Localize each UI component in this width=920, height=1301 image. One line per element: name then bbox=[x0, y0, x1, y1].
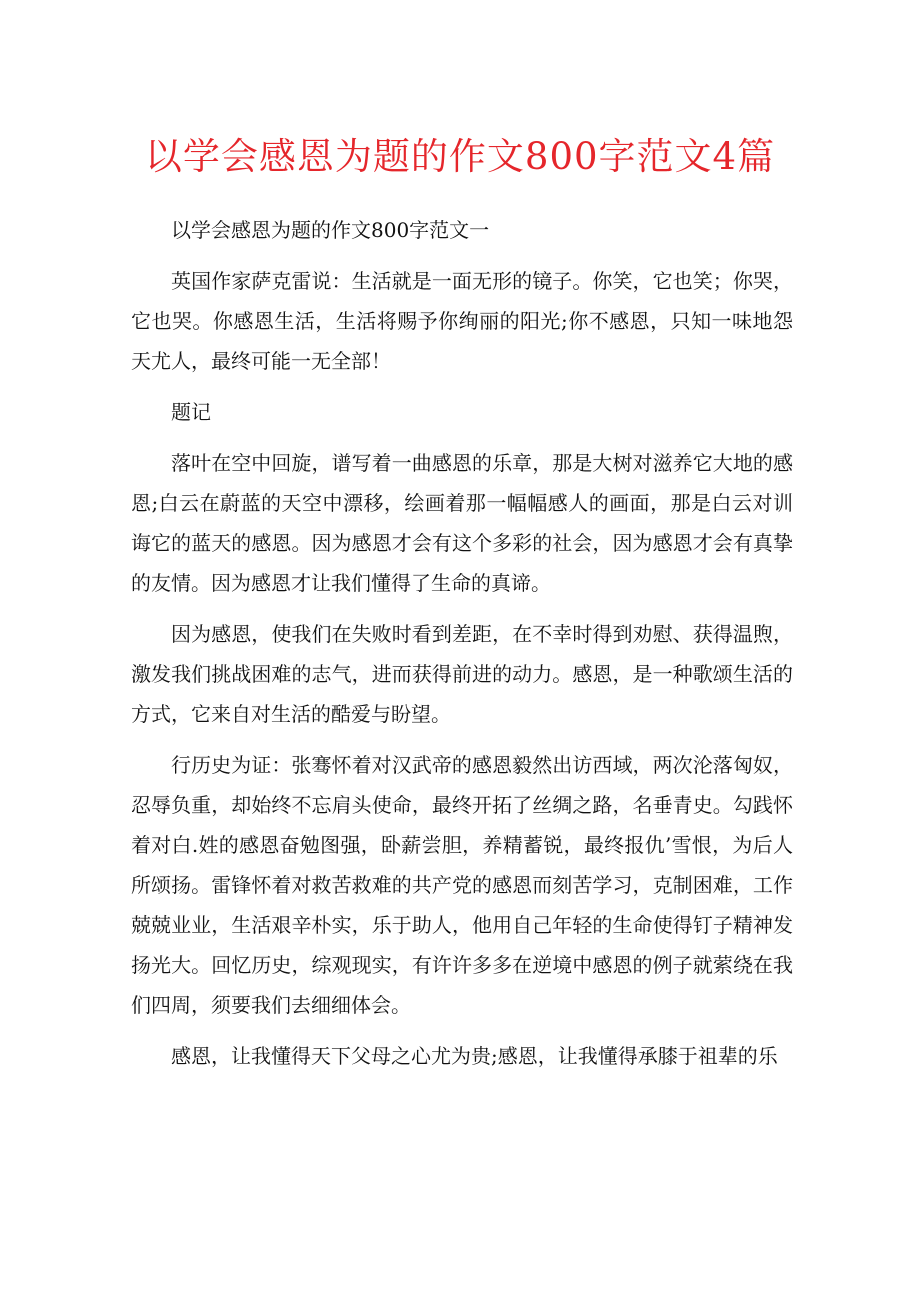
document-title: 以学会感恩为题的作文800字范文4篇 bbox=[144, 135, 776, 178]
section-heading: 以学会感恩为题的作文800字范文一 bbox=[171, 218, 490, 242]
paragraph-3: 因为感恩，使我们在失败时看到差距，在不幸时得到劝慰、获得温煦，激发我们挑战困难的志气，进而获得前进的动力。感恩，是一种歌颂生活的方式，它来自对生活的酷爱与盼望。 bbox=[131, 622, 793, 726]
paragraph-4: 行历史为证：张骞怀着对汉武帝的感恩毅然出访西域，两次沦落匈奴，忍辱负重，却始终不忘肩头使命，最终开拓了丝绸之路，名垂青史。勾践怀着对白.姓的感恩奋勉图强，卧薪尝胆，养精蓄锐，最终报仇’雪恨，为后人所颂扬。雷锋怀着对救苦救难的共产党的感恩而刻苦学习，克制困难，工作兢兢业业，生活艰辛朴实，乐于助人，他用自己年轻的生命使得钉子精神发扬光大。回忆历史，综观现实，有许许多多在逆境中感恩的例子就萦绕在我们四周，须要我们去细细体会。 bbox=[131, 753, 793, 1017]
paragraph-5: 感恩，让我懂得天下父母之心尤为贵;感恩，让我懂得承膝于祖辈的乐 bbox=[171, 1044, 778, 1068]
paragraph-2: 落叶在空中回旋，谱写着一曲感恩的乐章，那是大树对滋养它大地的感恩;白云在蔚蓝的天空中漂移，绘画着那一幅幅感人的画面，那是白云对训诲它的蓝天的感恩。因为感恩才会有这个多彩的社会，因为感恩才会有真挚的友情。因为感恩才让我们懂得了生命的真谛。 bbox=[131, 451, 793, 595]
document-body bbox=[131, 210, 793, 1087]
paragraph-1: 英国作家萨克雷说：生活就是一面无形的镜子。你笑，它也笑；你哭，它也哭。你感恩生活，生活将赐予你绚丽的阳光;你不感恩，只知一味地怨天尤人，最终可能一无全部！ bbox=[131, 269, 793, 373]
epigraph-label: 题记 bbox=[171, 400, 211, 424]
